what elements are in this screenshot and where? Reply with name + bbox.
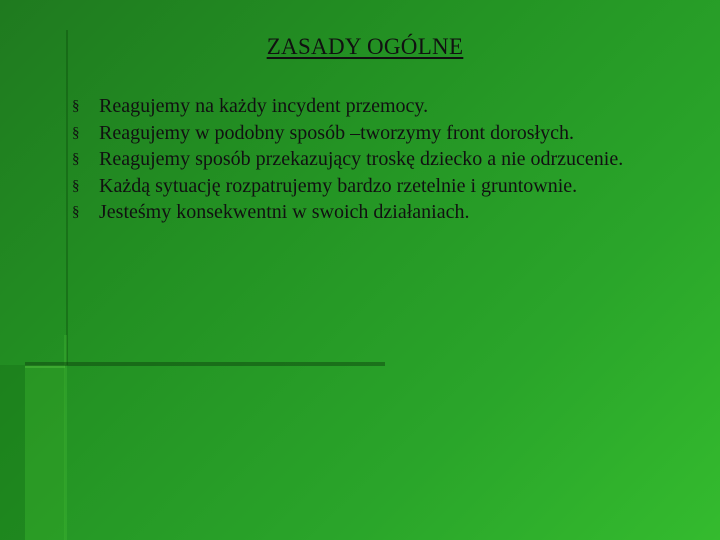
bullet-item [72, 146, 702, 173]
bullet-marker-icon: § [72, 124, 80, 141]
decorative-vertical-line [66, 30, 68, 365]
bullet-item [72, 173, 702, 200]
bullet-item [72, 120, 702, 147]
bullet-marker-icon: § [72, 98, 80, 114]
decorative-left-band-light [25, 365, 65, 540]
bullet-text: Reagujemy sposób przekazujący troskę dziecko a nie odrzucenie. [99, 148, 624, 170]
bullet-text: Reagujemy na każdy incydent przemocy. [99, 95, 429, 117]
bullet-marker-icon: § [72, 204, 80, 220]
slide-title: ZASADY OGÓLNE [266, 34, 464, 59]
bullet-list [72, 93, 702, 226]
bullet-text: Reagujemy w podobny sposób –tworzymy front dorosłych. [99, 121, 574, 144]
bullet-text: Każdą sytuację rozpatrujemy bardzo rzetelnie i gruntownie. [99, 174, 578, 197]
decorative-left-band [0, 365, 25, 540]
bullet-item [72, 93, 702, 120]
decorative-horizontal-line [25, 362, 385, 366]
bullet-marker-icon: § [72, 177, 80, 194]
bullet-text: Jesteśmy konsekwentni w swoich działaniach. [99, 201, 470, 223]
bullet-item [72, 199, 702, 226]
bullet-marker-icon: § [72, 151, 80, 167]
